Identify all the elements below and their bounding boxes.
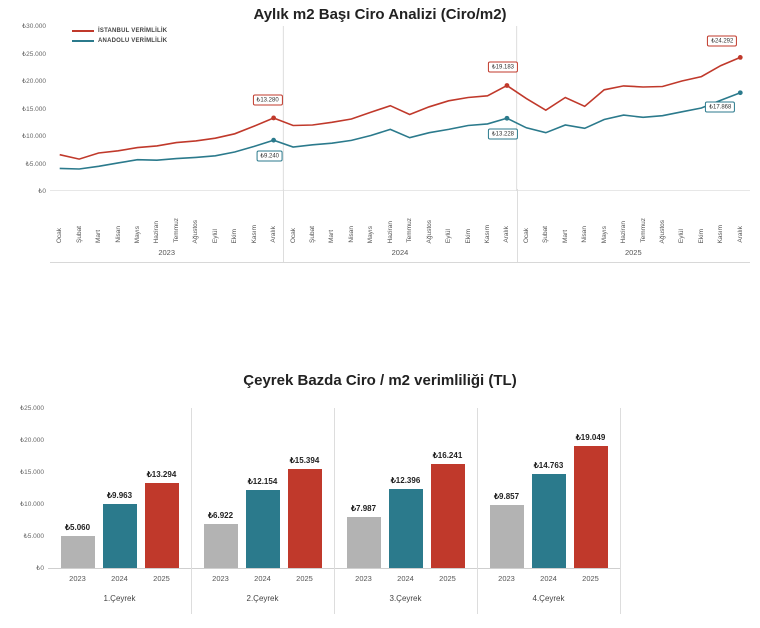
chart2-bar-value: ₺19.049 (575, 433, 606, 443)
chart1-x-tick: Ocak (56, 227, 64, 243)
chart1-y-tick: ₺0 (38, 188, 46, 195)
chart1-x-tick: Şubat (75, 226, 83, 243)
chart1-x-tick: Mayıs (134, 225, 141, 243)
legend-label-istanbul: İSTANBUL VERİMLİLİK (98, 28, 168, 34)
chart2-bar-value: ₺14.763 (533, 460, 564, 470)
chart1-y-tick: ₺5.000 (25, 160, 46, 168)
chart2-sub-category-label: 2024 (254, 574, 271, 583)
chart1-x-tick: Ağustos (425, 219, 433, 243)
chart2-y-axis (0, 405, 46, 572)
chart2-x-axis (48, 568, 620, 614)
chart2-sub-category-label: 2024 (397, 574, 414, 583)
chart1-y-tick: ₺20.000 (21, 78, 46, 85)
chart1-y-tick: ₺10.000 (21, 133, 46, 140)
chart1-x-tick: Mart (561, 230, 569, 243)
chart2-group-separator (191, 408, 192, 614)
chart2-bar (490, 505, 524, 568)
chart1-axis-baseline (50, 262, 750, 263)
chart1-x-tick: Haziran (386, 220, 394, 243)
chart2-bar (389, 489, 423, 568)
chart1-year-separator (517, 189, 518, 263)
chart1-year-label: 2025 (624, 248, 642, 257)
chart2-y-tick: ₺5.000 (23, 533, 44, 540)
chart1-x-tick: Kasım (717, 224, 725, 243)
chart2-plot-right-edge (620, 408, 621, 614)
chart2-bar (246, 490, 280, 568)
chart2-y-tick: ₺10.000 (19, 501, 44, 508)
chart2-y-tick: ₺20.000 (19, 437, 44, 444)
chart2-sub-category-label: 2025 (153, 574, 170, 583)
chart1-value-callout: ₺24.292 (707, 36, 737, 47)
chart2-bar (204, 524, 238, 568)
chart2-bar (288, 469, 322, 568)
chart2-sub-category-label: 2024 (111, 574, 128, 583)
chart1-x-tick: Kasım (250, 224, 258, 243)
chart1-x-tick: Temmuz (639, 218, 647, 243)
chart2-group-separator (477, 408, 478, 614)
chart1-value-callout: ₺19.183 (488, 62, 518, 73)
chart1-y-tick: ₺25.000 (21, 50, 46, 58)
chart1-x-tick: Ağustos (192, 219, 200, 243)
chart2-bar-value: ₺12.396 (390, 475, 421, 485)
chart2-sub-category-label: 2023 (498, 574, 515, 583)
chart2-sub-category-label: 2023 (69, 574, 86, 583)
chart2-group-separator (334, 408, 335, 614)
chart1-x-tick: Temmuz (406, 218, 414, 243)
chart1-value-callout: ₺13.280 (253, 94, 283, 105)
chart2-bar (431, 464, 465, 568)
chart1-year-separator (283, 189, 284, 263)
chart1-y-tick: ₺15.000 (21, 105, 46, 113)
chart1-x-tick: Ocak (289, 227, 297, 243)
chart2-sub-category-label: 2025 (296, 574, 313, 583)
chart2-sub-category-label: 2024 (540, 574, 557, 583)
chart2-sub-category-label: 2025 (582, 574, 599, 583)
chart1-x-tick: Eylül (211, 228, 219, 243)
chart1-x-tick: Aralık (503, 226, 511, 243)
quarterly-revenue-per-m2-chart (0, 360, 760, 628)
chart1-x-tick: Ekim (231, 228, 239, 243)
chart1-value-callout: ₺13.228 (488, 129, 518, 140)
chart2-bar (61, 536, 95, 568)
legend-label-anadolu: ANADOLU VERİMLİLİK (98, 38, 168, 44)
chart1-x-tick: Aralık (270, 226, 278, 243)
chart2-bar-value: ₺5.060 (64, 522, 91, 532)
chart2-bar-value: ₺15.394 (289, 456, 320, 466)
chart2-bar-value: ₺9.963 (106, 491, 133, 501)
chart2-bar (532, 474, 566, 568)
chart1-x-tick: Mart (328, 230, 336, 243)
chart1-year-label: 2023 (158, 248, 175, 257)
chart1-x-tick: Temmuz (172, 218, 180, 243)
chart1-x-tick: Haziran (620, 220, 628, 243)
chart2-y-tick: ₺25.000 (19, 405, 44, 412)
chart1-x-tick: Eylül (445, 228, 453, 243)
chart1-x-tick: Ekim (464, 228, 472, 243)
chart1-x-tick: Mayıs (600, 225, 608, 243)
chart1-x-tick: Mayıs (367, 225, 375, 243)
chart2-sub-category-label: 2023 (212, 574, 229, 583)
chart2-bar (145, 483, 179, 568)
chart1-x-axis (50, 191, 750, 263)
chart1-x-tick: Ekim (697, 228, 705, 243)
chart2-bar-value: ₺16.241 (432, 451, 463, 461)
chart1-x-tick: Ağustos (659, 219, 666, 243)
chart1-year-label: 2024 (391, 248, 409, 257)
chart1-title: Aylık m2 Başı Ciro Analizi (Ciro/m2) (253, 6, 507, 23)
chart2-bar-value: ₺13.294 (146, 469, 177, 479)
chart1-x-tick: Nisan (114, 226, 122, 243)
chart2-group-label: 3.Çeyrek (389, 594, 422, 603)
chart1-x-tick: Nisan (581, 226, 589, 243)
chart1-annotation-layer (50, 26, 750, 191)
chart1-x-tick: Ocak (522, 227, 530, 243)
chart1-y-axis (0, 23, 48, 195)
chart2-y-tick: ₺0 (36, 565, 44, 572)
chart2-group-label: 4.Çeyrek (532, 594, 565, 603)
chart1-value-callout: ₺17.868 (705, 101, 735, 112)
chart2-y-tick: ₺15.000 (19, 469, 44, 476)
chart2-bar (574, 446, 608, 568)
chart1-x-tick: Aralık (736, 226, 744, 243)
chart1-y-tick: ₺30.000 (21, 23, 46, 30)
chart1-x-tick: Şubat (309, 226, 316, 243)
chart1-x-tick: Haziran (153, 220, 161, 243)
chart2-bar-value: ₺9.857 (493, 491, 520, 501)
chart2-group-label: 1.Çeyrek (103, 594, 136, 603)
chart2-bar-value: ₺6.922 (207, 510, 234, 520)
chart2-bar-value: ₺12.154 (247, 477, 278, 487)
chart2-bar-value: ₺7.987 (350, 503, 377, 513)
chart1-value-callout: ₺9.240 (256, 151, 283, 162)
chart2-sub-category-label: 2023 (355, 574, 372, 583)
chart1-x-tick: Mart (95, 230, 103, 243)
chart1-x-tick: Eylül (678, 228, 686, 243)
chart1-x-tick: Nisan (347, 226, 355, 243)
chart2-bar (103, 504, 137, 568)
chart1-x-tick: Kasım (484, 224, 491, 243)
chart2-group-label: 2.Çeyrek (246, 594, 279, 603)
chart1-x-tick: Şubat (542, 226, 550, 243)
chart2-title: Çeyrek Bazda Ciro / m2 verimliliği (TL) (243, 372, 517, 389)
chart2-sub-category-label: 2025 (439, 574, 456, 583)
monthly-revenue-per-m2-chart (0, 0, 760, 270)
chart2-bar (347, 517, 381, 568)
